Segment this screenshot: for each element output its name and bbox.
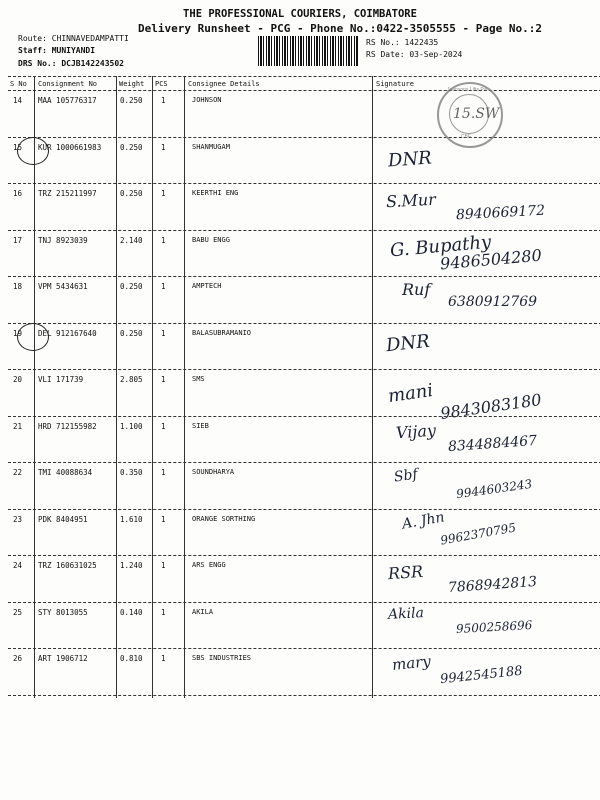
table-row	[0, 232, 600, 278]
row-rule	[8, 230, 600, 231]
serial-number: 16	[13, 189, 23, 198]
handwritten-phone: 9500258696	[455, 617, 533, 636]
weight-value: 0.810	[120, 654, 143, 663]
pieces-count: 1	[161, 235, 166, 245]
rs-number: RS No.: 1422435	[366, 38, 439, 47]
consignee-name: JOHNSON	[192, 96, 222, 104]
consignment-number: HRD 712155982	[38, 421, 97, 431]
row-rule	[8, 648, 600, 649]
weight-value: 0.250	[120, 96, 143, 105]
table-top-rule	[8, 76, 600, 77]
row-rule	[8, 695, 600, 696]
serial-number: 23	[13, 514, 23, 524]
pieces-count: 1	[161, 142, 166, 152]
serial-number: 21	[13, 421, 23, 431]
weight-value: 2.805	[120, 375, 143, 384]
handwritten-phone: 8344884467	[447, 432, 538, 455]
serial-number: 20	[13, 375, 23, 384]
handwritten-phone: 9962370795	[439, 519, 517, 548]
weight-value: 2.140	[120, 235, 143, 245]
row-rule	[8, 462, 600, 463]
handwritten-phone: 7868942813	[447, 573, 538, 597]
handwritten-phone: 9843083180	[439, 390, 543, 423]
serial-number: 19	[13, 329, 22, 338]
weight-value: 0.350	[120, 468, 143, 477]
handwritten-signature: DNR	[387, 147, 433, 171]
col-sno: S No	[10, 80, 27, 88]
weight-value: 1.610	[120, 514, 143, 524]
runsheet-title: Delivery Runsheet - PCG - Phone No.:0422-3505555 - Page No.:2	[138, 22, 542, 35]
handwritten-signature: A. Jhn	[400, 508, 446, 533]
row-rule	[8, 416, 600, 417]
table-row	[0, 139, 600, 185]
consignee-name: BABU ENGG	[192, 235, 230, 244]
consignment-number: STY 8013055	[38, 607, 88, 617]
consignee-name: AMPTECH	[192, 282, 222, 290]
drs-number: DRS No.: DCJB142243502	[18, 59, 124, 68]
weight-value: 0.140	[120, 607, 143, 617]
pieces-count: 1	[161, 328, 166, 338]
handwritten-phone: 9486504280	[439, 245, 543, 273]
table-header-rule	[8, 90, 600, 91]
consignee-name: SHANMUGAM	[192, 142, 230, 151]
serial-number: 14	[13, 96, 23, 105]
pieces-count: 1	[161, 607, 166, 617]
weight-value: 0.250	[120, 142, 143, 152]
handwritten-signature: RSR	[387, 561, 424, 584]
pieces-count: 1	[161, 561, 166, 570]
consignee-name: AKILA	[192, 607, 214, 616]
table-row	[0, 650, 600, 696]
serial-number: 25	[13, 607, 23, 617]
staff-label: Staff: MUNIYANDI	[18, 46, 96, 55]
table-row	[0, 325, 600, 371]
row-rule	[8, 555, 600, 556]
handwritten-signature: DNR	[385, 330, 431, 356]
consignment-number: TRZ 160631025	[38, 561, 97, 570]
route-label: Route: CHINNAVEDAMPATTI	[18, 34, 129, 43]
consignment-number: KUR 1000661983	[38, 142, 102, 152]
company-stamp	[437, 82, 503, 148]
handwritten-signature: mary	[391, 652, 432, 674]
pieces-count: 1	[161, 421, 166, 431]
stamp-bottom-text: CBE	[461, 134, 472, 140]
handwritten-signature: Vijay	[395, 420, 437, 442]
consignment-number: VLI 171739	[38, 375, 84, 384]
consignment-number: DEL 912167640	[38, 328, 97, 338]
row-rule	[8, 137, 600, 138]
table-row	[0, 418, 600, 464]
consignee-name: KEERTHI ENG	[192, 189, 239, 197]
pieces-count: 1	[161, 96, 166, 105]
handwritten-signature: S.Mur	[385, 189, 437, 212]
consignment-number: VPM 5434631	[38, 282, 88, 291]
consignment-number: TNJ 8923039	[38, 235, 88, 245]
table-row	[0, 371, 600, 423]
handwritten-signature: Ruf	[402, 280, 431, 299]
consignee-name: SBS INDUSTRIES	[192, 654, 252, 662]
stamp-text: Jeansons Lifts Pvt	[447, 87, 488, 93]
col-consignee: Consignee Details	[188, 80, 260, 88]
handwritten-signature: Sbf	[393, 466, 419, 486]
handwritten-signature: mani	[386, 379, 435, 408]
row-rule	[8, 323, 600, 324]
col-consignment: Consignment No	[38, 80, 98, 88]
row-rule	[8, 183, 600, 184]
table-row	[0, 508, 600, 557]
consignment-number: MAA 105776317	[38, 96, 97, 105]
table-row	[0, 278, 600, 324]
pieces-count: 1	[161, 282, 166, 291]
pieces-count: 1	[161, 654, 166, 663]
consignment-number: ART 1906712	[38, 654, 88, 663]
stamp-signature: 15.SW	[453, 106, 500, 122]
serial-number: 15	[13, 143, 22, 152]
serial-number: 24	[13, 561, 23, 570]
col-signature: Signature	[376, 80, 414, 88]
consignee-name: SMS	[192, 375, 205, 383]
weight-value: 1.100	[120, 421, 143, 431]
consignee-name: BALASUBRAMANIO	[192, 328, 252, 337]
weight-value: 0.250	[120, 328, 143, 338]
company-title: THE PROFESSIONAL COURIERS, COIMBATORE	[183, 8, 417, 20]
weight-value: 1.240	[120, 561, 143, 570]
consignee-name: ORANGE SORTHING	[192, 514, 256, 523]
handwritten-phone: 9942545188	[439, 663, 524, 688]
serial-number: 26	[13, 654, 23, 663]
row-rule	[8, 602, 600, 603]
handwritten-phone: 6380912769	[448, 294, 538, 310]
serial-number: 22	[13, 468, 23, 477]
handwritten-signature: Akila	[387, 604, 425, 623]
pieces-count: 1	[161, 468, 166, 477]
handwritten-signature: G. Bupathy	[389, 231, 492, 261]
weight-value: 0.250	[120, 189, 143, 198]
pieces-count: 1	[161, 189, 166, 198]
col-pcs: PCS	[155, 80, 168, 88]
col-weight: Weight	[119, 80, 145, 88]
rs-date: RS Date: 03-Sep-2024	[366, 50, 463, 59]
consignment-number: PDK 8404951	[38, 514, 88, 524]
serial-number: 17	[13, 235, 23, 245]
pieces-count: 1	[161, 514, 166, 524]
pieces-count: 1	[161, 375, 166, 384]
row-rule	[8, 509, 600, 510]
row-rule	[8, 276, 600, 277]
table-row	[0, 557, 600, 603]
handwritten-phone: 8940669172	[455, 202, 546, 224]
consignment-number: TRZ 215211997	[38, 189, 97, 198]
table-row	[0, 185, 600, 231]
handwritten-phone: 9944603243	[455, 476, 533, 502]
row-rule	[8, 369, 600, 370]
barcode	[258, 36, 358, 66]
consignee-name: SOUNDHARYA	[192, 468, 235, 476]
weight-value: 0.250	[120, 282, 143, 291]
consignee-name: ARS ENGG	[192, 561, 226, 569]
serial-number: 18	[13, 282, 23, 291]
consignee-name: SIEB	[192, 421, 209, 430]
consignment-number: TMI 40088634	[38, 468, 93, 477]
table-row	[0, 604, 600, 650]
table-row	[0, 92, 600, 138]
table-row	[0, 464, 600, 510]
